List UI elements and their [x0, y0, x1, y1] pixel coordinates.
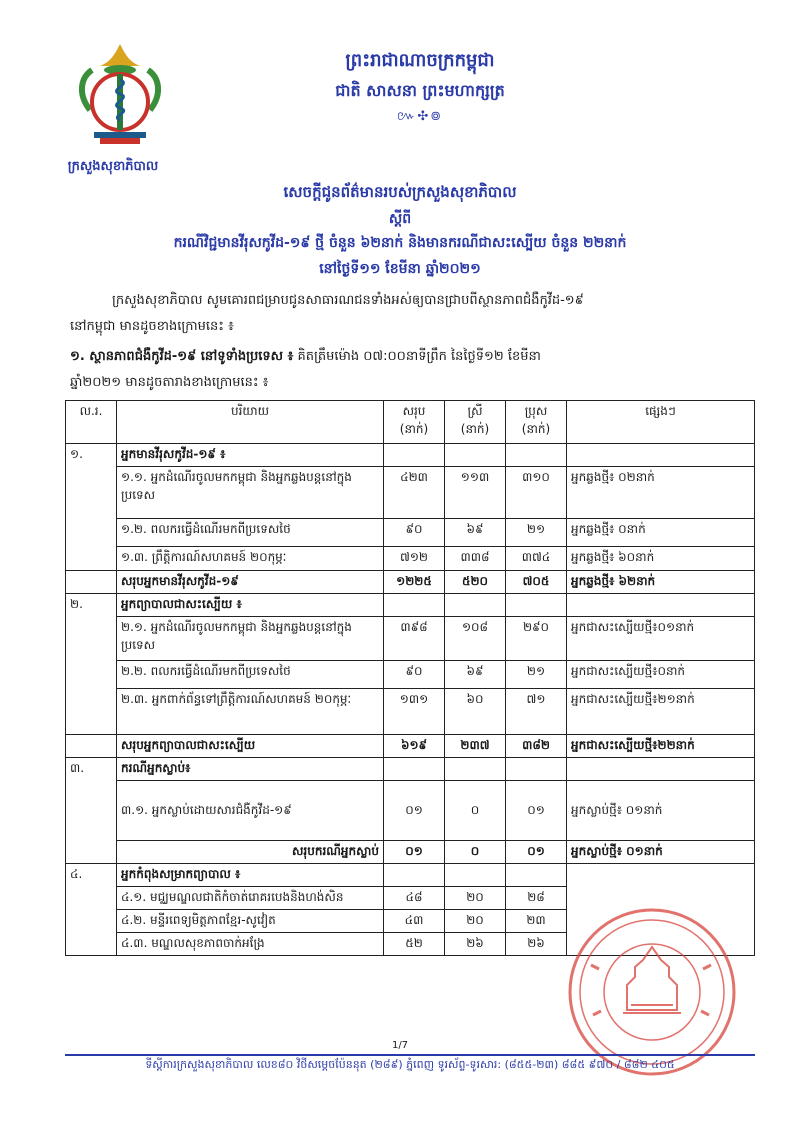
group-number: ២.: [66, 594, 117, 735]
intro-line-2: នៅកម្ពុជា មានដូចខាងក្រោមនេះ ៖: [70, 319, 234, 334]
row-male: ៣៧៤: [506, 547, 567, 571]
row-female: ៦៩: [445, 519, 506, 547]
group-number: ៣.: [66, 758, 117, 864]
section-1-title: ១. ស្ថានភាពជំងឺកូវីដ-១៩ នៅទូទាំងប្រទេស ៖: [70, 349, 294, 364]
row-female: ២០: [445, 887, 506, 910]
summary-label: សរុបអ្នកមានវីរុសកូវីដ-១៩: [117, 571, 384, 594]
row-male: ២៦: [506, 933, 567, 956]
table-row: [66, 519, 755, 547]
row-description: ១.៣. ព្រឹត្តិការណ៍សហគមន៍ ២០កុម្ភៈ: [117, 547, 384, 571]
row-total: ៤៨: [384, 887, 445, 910]
summary-row: [66, 571, 755, 594]
row-description: ១.១. អ្នកដំណើរចូលមកកម្ពុជា និងអ្នកឆ្លងបន្តនៅក្នុងប្រទេស: [117, 467, 384, 519]
row-female: ៦០: [445, 689, 506, 735]
row-description: ២.១. អ្នកដំណើរចូលមកកម្ពុជា និងអ្នកឆ្លងបន្តនៅក្នុងប្រទេស: [117, 617, 384, 661]
row-description: ៤.១. មជ្ឈមណ្ឌលជាតិកំចាត់រោគរបេងនិងហង់សិន: [117, 887, 384, 910]
table-row: [66, 467, 755, 519]
row-note: អ្នកជាសះស្បើយថ្មី៖២១នាក់: [567, 689, 755, 735]
row-total: ៥២: [384, 933, 445, 956]
row-male: ២១: [506, 519, 567, 547]
kingdom-title: ព្រះរាជាណាចក្រកម្ពុជា: [345, 50, 495, 71]
summary-male: ៧០៥: [506, 571, 567, 594]
row-female: ០: [445, 781, 506, 841]
row-total: ០១: [384, 781, 445, 841]
row-total: ៤៣: [384, 910, 445, 933]
document-subject: ករណីវិជ្ជមានវីរុសកូវីដ-១៩ ថ្មី ចំនួន ៦២នាក់ និងមានករណីជាសះស្បើយ ចំនួន ២២នាក់: [173, 235, 627, 251]
row-female: ១១៣: [445, 467, 506, 519]
table-row: [66, 444, 755, 467]
summary-label: សរុបករណីអ្នកស្លាប់: [117, 841, 384, 864]
national-motto: ជាតិ សាសនា ព្រះមហាក្សត្រ: [335, 81, 505, 100]
header-other: ផ្សេងៗ: [567, 401, 755, 444]
table-row: [66, 864, 755, 887]
section-1-text-2: ឆ្នាំ២០២១ មានដូចតារាងខាងក្រោមនេះ ៖: [70, 375, 269, 390]
row-description: ៤.២. មន្ទីរពេទ្យមិត្តភាពខ្មែរ-សូវៀត: [117, 910, 384, 933]
header-no: ល.រ.: [66, 401, 117, 444]
group-title: អ្នកព្យាបាលជាសះស្បើយ ៖: [117, 594, 384, 617]
ornament: ៚✣៙: [396, 109, 444, 124]
footer-divider: [65, 1054, 755, 1056]
row-male: ០១: [506, 781, 567, 841]
document-date: នៅថ្ងៃទី១១ ខែមីនា ឆ្នាំ២០២១: [319, 261, 481, 277]
row-total: ៤២៣: [384, 467, 445, 519]
row-total: ៩០: [384, 519, 445, 547]
table-row: [66, 661, 755, 689]
table-header-row: [66, 401, 755, 444]
summary-female: ០: [445, 841, 506, 864]
row-male: ២១: [506, 661, 567, 689]
section-1-text: គិតត្រឹមម៉ោង ០៧:០០នាទីព្រឹក នៃថ្ងៃទី១២ ខែមីនា: [297, 349, 541, 364]
row-description: ៣.១. អ្នកស្លាប់ដោយសារជំងឺកូវីដ-១៩: [117, 781, 384, 841]
summary-row: [66, 735, 755, 758]
row-total: ៧១២: [384, 547, 445, 571]
table-row: [66, 689, 755, 735]
row-total: ៣៩៨: [384, 617, 445, 661]
row-description: ១.២. ពលករធ្វើដំណើរមកពីប្រទេសថៃ: [117, 519, 384, 547]
summary-total: ៦១៩: [384, 735, 445, 758]
summary-note: អ្នកឆ្លងថ្មី៖ ៦២នាក់: [567, 571, 755, 594]
summary-note: អ្នកជាសះស្បើយថ្មី៖២២នាក់: [567, 735, 755, 758]
row-male: ២៩០: [506, 617, 567, 661]
row-male: ២៣: [506, 910, 567, 933]
group-number: ៤.: [66, 864, 117, 956]
row-female: ១០៨: [445, 617, 506, 661]
summary-female: ៥២០: [445, 571, 506, 594]
row-description: ២.២. ពលករធ្វើដំណើរមកពីប្រទេសថៃ: [117, 661, 384, 689]
ministry-logo: [70, 40, 170, 152]
summary-female: ២៣៧: [445, 735, 506, 758]
row-note: អ្នកឆ្លងថ្មី៖ ៦០នាក់: [567, 547, 755, 571]
row-female: ៣៣៨: [445, 547, 506, 571]
header-male: ប្រុស (នាក់): [506, 401, 567, 444]
table-row: [66, 594, 755, 617]
row-note: អ្នកជាសះស្បើយថ្មី៖០នាក់: [567, 661, 755, 689]
group-title: ករណីអ្នកស្លាប់៖: [117, 758, 384, 781]
header-female: ស្រី (នាក់): [445, 401, 506, 444]
page-number: 1/7: [391, 1040, 409, 1051]
summary-row: [66, 841, 755, 864]
row-total: ១៣១: [384, 689, 445, 735]
summary-total: ១២២៥: [384, 571, 445, 594]
intro-line-1: ក្រសួងសុខាភិបាល សូមគោរពជម្រាបជូនសាធារណជនទាំងអស់ឲ្យបានជ្រាបពីស្ថានភាពជំងឺកូវីដ-១៩: [112, 293, 584, 308]
row-male: ៧១: [506, 689, 567, 735]
group-number: ១.: [66, 444, 117, 571]
table-row: [66, 547, 755, 571]
group-title: អ្នកកំពុងសម្រាកព្យាបាល ៖: [117, 864, 384, 887]
covid-status-table: [65, 400, 755, 956]
document-title: សេចក្តីជូនព័ត៌មានរបស់ក្រសួងសុខាភិបាល: [283, 183, 517, 201]
table-row: [66, 758, 755, 781]
header-total: សរុប (នាក់): [384, 401, 445, 444]
ministry-name: ក្រសួងសុខាភិបាល: [67, 159, 159, 174]
table-row: [66, 781, 755, 841]
row-note: អ្នកឆ្លងថ្មី៖ ០នាក់: [567, 519, 755, 547]
row-male: ២៨: [506, 887, 567, 910]
summary-total: ០១: [384, 841, 445, 864]
row-note: អ្នកជាសះស្បើយថ្មី៖០១នាក់: [567, 617, 755, 661]
summary-male: ៣៨២: [506, 735, 567, 758]
row-total: ៩០: [384, 661, 445, 689]
row-note: អ្នកឆ្លងថ្មី៖ ០២នាក់: [567, 467, 755, 519]
document-subject-label: ស្តីពី: [388, 211, 412, 227]
row-description: ៤.៣. មណ្ឌលសុខភាពចាក់អង្រែ: [117, 933, 384, 956]
row-female: ៦៩: [445, 661, 506, 689]
row-female: ២៦: [445, 933, 506, 956]
group-title: អ្នកមានវីរុសកូវីដ-១៩ ៖: [117, 444, 384, 467]
row-female: ២០: [445, 910, 506, 933]
table-row: [66, 617, 755, 661]
summary-note: អ្នកស្លាប់ថ្មី៖ ០១នាក់: [567, 841, 755, 864]
row-description: ២.៣. អ្នកពាក់ព័ន្ធទៅព្រឹត្តិការណ៍សហគមន៍ ២០កុម្ភៈ: [117, 689, 384, 735]
header-description: បរិយាយ: [117, 401, 384, 444]
summary-label: សរុបអ្នកព្យាបាលជាសះស្បើយ: [117, 735, 384, 758]
row-note: អ្នកស្លាប់ថ្មី៖ ០១នាក់: [567, 781, 755, 841]
section-1-heading: [70, 348, 760, 367]
summary-male: ០១: [506, 841, 567, 864]
footer-address: ទីស្តីការក្រសួងសុខាភិបាល លេខ៨០ វិថីសម្តេចប៉ែននុត (២៨៩) ភ្នំពេញ ទូរស័ព្ទ-ទូរសារ: (៨៥៥-២៣) ៨៨៥ ៩៧០ / ៨៨២ ៤០៥: [145, 1058, 675, 1071]
row-male: ៣១០: [506, 467, 567, 519]
